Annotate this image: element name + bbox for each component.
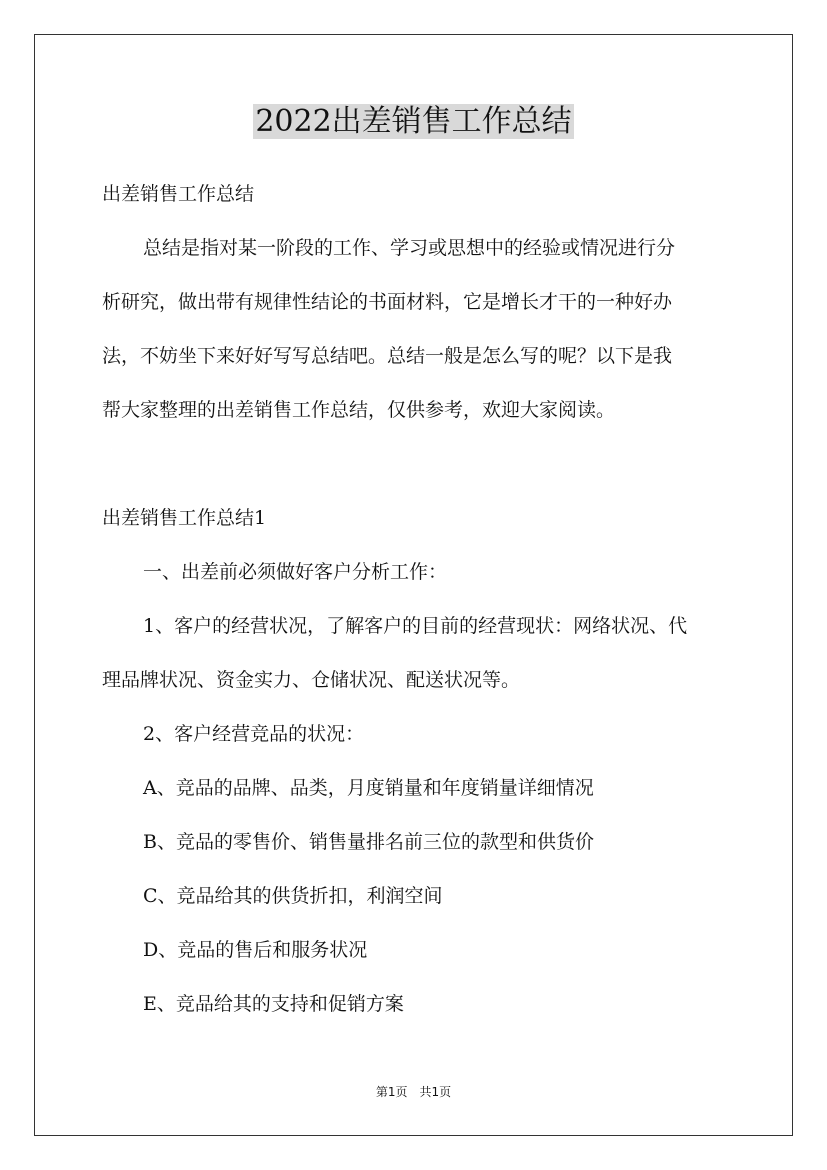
- list-item: E、竞品给其的支持和促销方案: [143, 993, 404, 1015]
- paragraph-line: 2、客户经营竞品的状况：: [143, 723, 365, 745]
- page-footer: [0, 1083, 827, 1101]
- paragraph-line: 1、客户的经营状况，了解客户的目前的经营现状：网络状况、代: [143, 615, 688, 637]
- list-item: C、竞品给其的供货折扣，利润空间: [143, 885, 443, 907]
- paragraph-line: 帮大家整理的出差销售工作总结，仅供参考，欢迎大家阅读。: [102, 399, 616, 421]
- paragraph-line: 总结是指对某一阶段的工作、学习或思想中的经验或情况进行分: [143, 237, 676, 259]
- paragraph-line: 法，不妨坐下来好好写写总结吧。总结一般是怎么写的呢？以下是我: [102, 345, 673, 367]
- list-item: A、竞品的品牌、品类，月度销量和年度销量详细情况: [143, 777, 594, 799]
- paragraph-line: 一、出差前必须做好客户分析工作：: [143, 561, 448, 583]
- section-heading: 出差销售工作总结1: [102, 507, 267, 529]
- section-heading: 出差销售工作总结: [102, 183, 255, 205]
- paragraph-line: 理品牌状况、资金实力、仓储状况、配送状况等。: [102, 669, 521, 691]
- paragraph-line: 析研究，做出带有规律性结论的书面材料，它是增长才干的一种好办: [102, 291, 673, 313]
- list-item: D、竞品的售后和服务状况: [143, 939, 368, 961]
- document-title: [0, 101, 827, 143]
- document-title-text: 2022出差销售工作总结: [255, 104, 572, 139]
- list-item: B、竞品的零售价、销售量排名前三位的款型和供货价: [143, 831, 594, 853]
- page-number: 第1页 共1页: [375, 1085, 452, 1099]
